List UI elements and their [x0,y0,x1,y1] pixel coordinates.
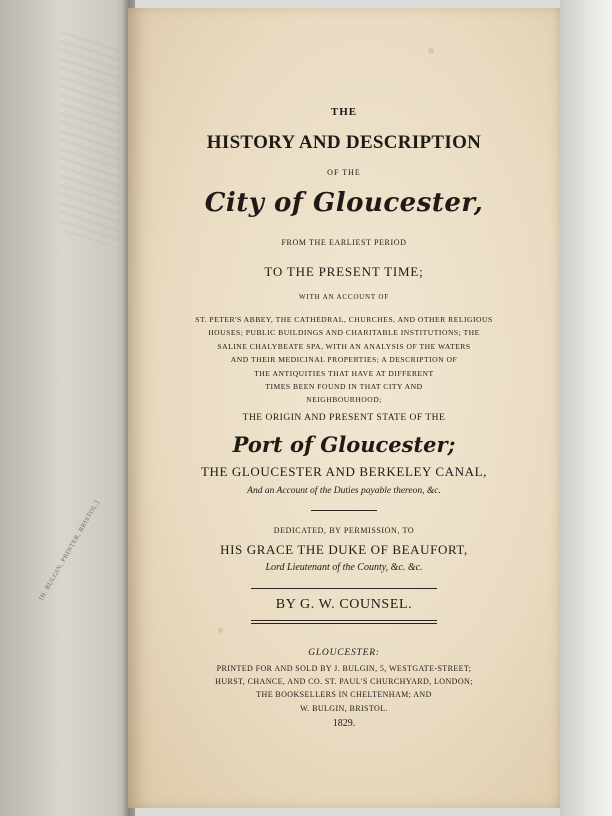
with-account: WITH AN ACCOUNT OF [299,293,389,301]
publication-year: 1829. [332,718,356,729]
contents-description [128,313,560,407]
foxing-spot [428,48,434,54]
description-line: NEIGHBOURHOOD; [306,395,382,405]
imprint-line: W. BULGIN, BRISTOL. [300,703,388,713]
divider-rule [251,620,437,621]
port-title: Port of Gloucester; [232,432,456,457]
imprint-line: PRINTED FOR AND SOLD BY J. BULGIN, 5, WESTGATE-STREET; [216,664,472,673]
imprint-block [128,662,560,715]
present-time: TO THE PRESENT TIME; [264,264,424,279]
description-line: AND THEIR MEDICINAL PROPERTIES; A DESCRIPTION OF [230,355,458,365]
title-of-the: OF THE [327,168,361,177]
description-line: TIMES BEEN FOUND IN THAT CITY AND [265,382,423,392]
background-surface [560,0,612,816]
description-line: SALINE CHALYBEATE SPA, WITH AN ANALYSIS OF THE WATERS [217,341,471,351]
printer-label: [H. BULGIN, PRINTER, BRISTOL.] [38,499,102,602]
imprint-place: GLOUCESTER: [308,648,380,658]
author-line: BY G. W. COUNSEL. [275,597,413,612]
title-the: THE [330,106,358,118]
title-page [128,8,560,808]
show-through-text [60,30,120,249]
duties-line: And an Account of the Duties payable thereon, &c. [247,486,441,496]
description-line: THE ANTIQUITIES THAT HAVE AT DIFFERENT [254,368,434,378]
divider-rule [251,623,437,624]
dedication-line: DEDICATED, BY PERMISSION, TO [273,526,415,535]
city-title: City of Gloucester, [204,188,484,218]
dedicatee-title: Lord Lieutenant of the County, &c. &c. [265,562,423,573]
description-line: HOUSES; PUBLIC BUILDINGS AND CHARITABLE INSTITUTIONS; THE [208,328,480,338]
divider-rule [311,510,377,511]
main-title: HISTORY AND DESCRIPTION [206,132,482,153]
foxing-spot [218,628,223,633]
dedicatee-name: HIS GRACE THE DUKE OF BEAUFORT, [220,542,468,557]
imprint-line: HURST, CHANCE, AND CO. ST. PAUL'S CHURCHYARD, LONDON; [215,677,473,687]
from-earliest: FROM THE EARLIEST PERIOD [281,238,407,247]
divider-rule [251,588,437,589]
imprint-line: THE BOOKSELLERS IN CHELTENHAM; AND [256,690,432,700]
left-facing-page [0,0,135,816]
description-line: ST. PETER'S ABBEY, THE CATHEDRAL, CHURCHES, AND OTHER RELIGIOUS [195,315,493,324]
origin-line: THE ORIGIN AND PRESENT STATE OF THE [242,413,446,423]
canal-line: THE GLOUCESTER AND BERKELEY CANAL, [200,464,488,479]
